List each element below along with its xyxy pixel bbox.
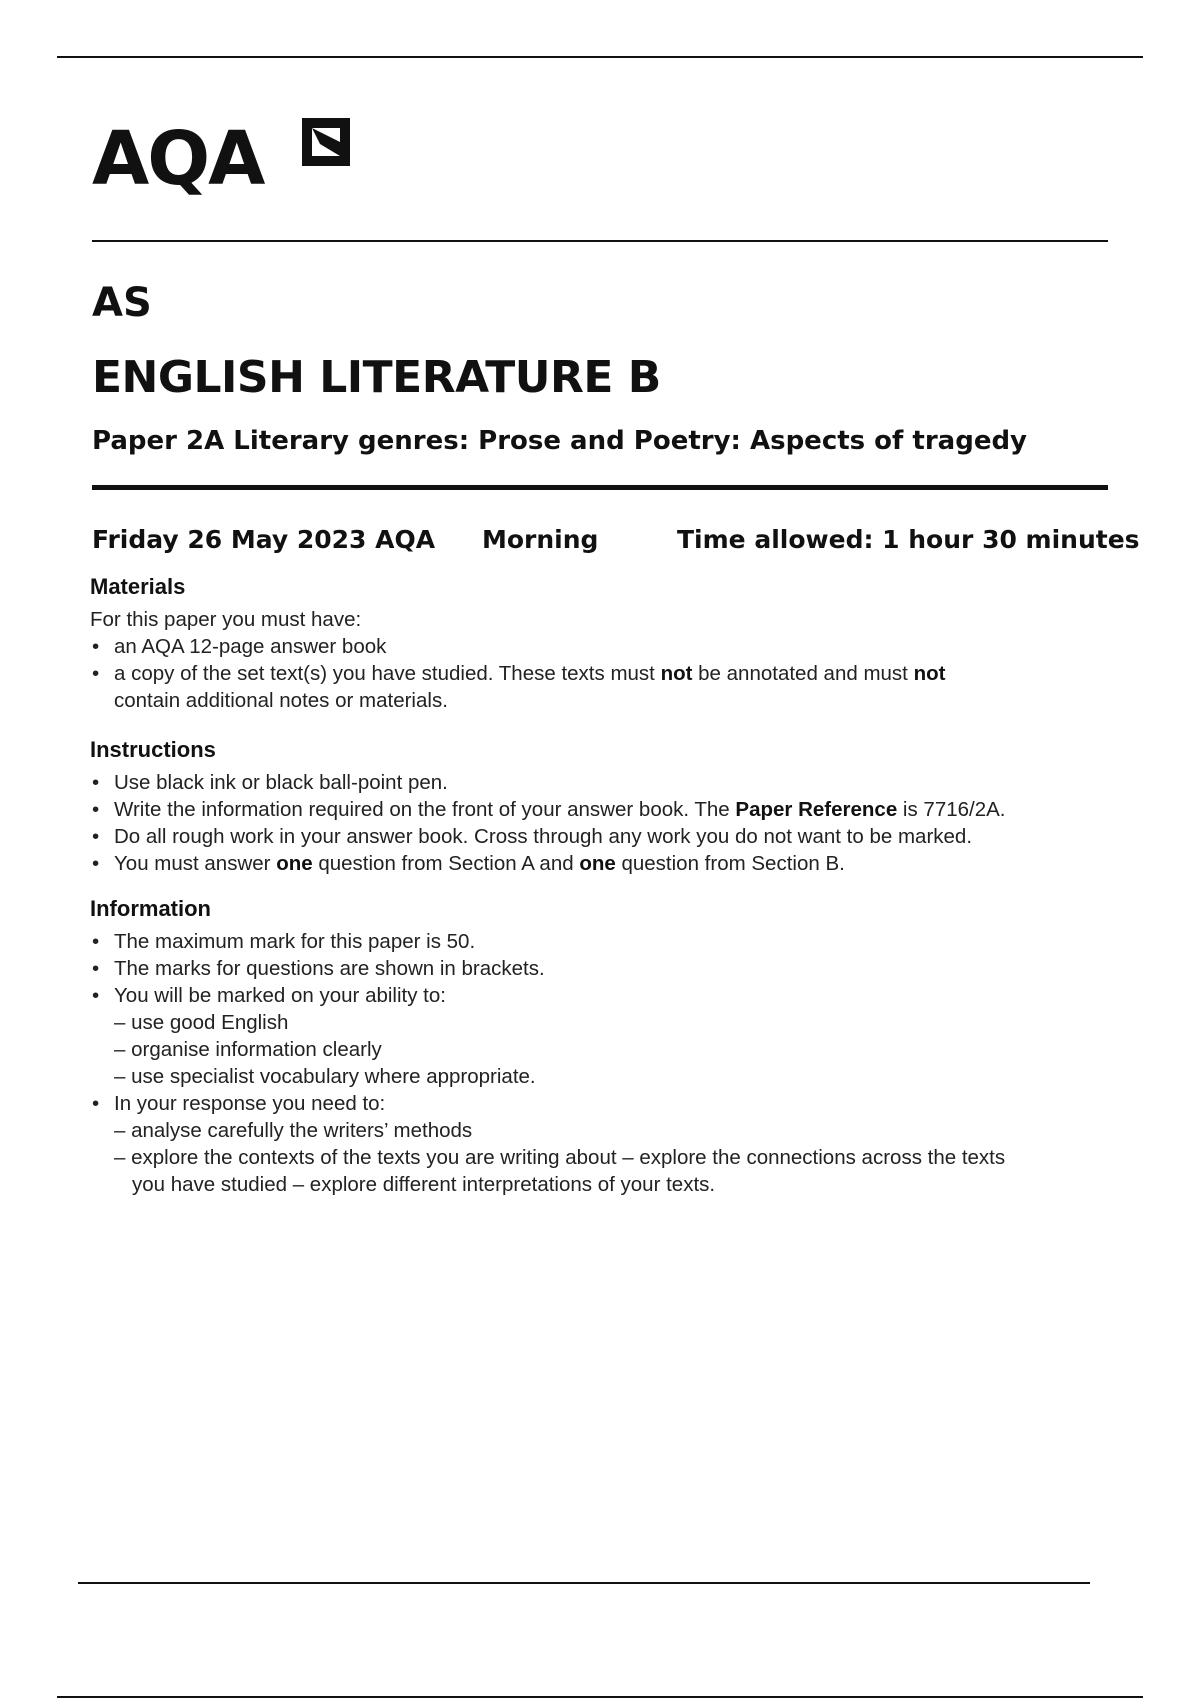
instructions-item: • Do all rough work in your answer book. Cross through any work you do not want to be marked. <box>90 823 1120 850</box>
materials-list <box>90 633 1120 714</box>
paper-title: Paper 2A Literary genres: Prose and Poetry: Aspects of tragedy <box>92 426 1028 456</box>
title-rule-thick <box>92 485 1108 490</box>
materials-item: • an AQA 12-page answer book <box>90 633 1120 660</box>
qualification-level: AS <box>92 280 152 326</box>
footer-rule <box>78 1582 1090 1584</box>
aqa-logo-mark-icon <box>298 114 354 170</box>
instructions-section <box>90 737 1120 877</box>
information-section <box>90 896 1120 1198</box>
instructions-item: • You must answer one question from Section A and one question from Section B. <box>90 850 1120 877</box>
information-subitem-continued: you have studied – explore different interpretations of your texts. <box>132 1173 716 1196</box>
information-subitem: – analyse carefully the writers’ methods <box>114 1119 473 1142</box>
aqa-logo <box>92 112 362 212</box>
information-list-continued <box>90 1090 1120 1117</box>
instructions-item: • Write the information required on the front of your answer book. The Paper Reference is 7716/2A. <box>90 796 1120 823</box>
time-allowed: Time allowed: 1 hour 30 minutes <box>677 525 1140 554</box>
instructions-item: • Use black ink or black ball-point pen. <box>90 769 1120 796</box>
information-subitem: – use specialist vocabulary where appropriate. <box>114 1065 536 1088</box>
materials-heading: Materials <box>90 574 186 599</box>
materials-section <box>90 574 1120 714</box>
information-subitem: – explore the contexts of the texts you are writing about – explore the connections across the texts <box>114 1146 1006 1169</box>
instructions-heading: Instructions <box>90 737 216 762</box>
materials-intro: For this paper you must have: <box>90 608 362 631</box>
information-list <box>90 928 1120 1009</box>
information-item: • You will be marked on your ability to: <box>90 982 1120 1009</box>
exam-date: Friday 26 May 2023 AQA <box>92 525 436 554</box>
materials-item: • a copy of the set text(s) you have studied. These texts must not be annotated and must not contain additional notes or materials. <box>90 660 1120 714</box>
information-item: • In your response you need to: <box>90 1090 1120 1117</box>
subject-title: ENGLISH LITERATURE B <box>92 352 661 403</box>
information-item: • The marks for questions are shown in brackets. <box>90 955 1120 982</box>
information-item: • The maximum mark for this paper is 50. <box>90 928 1120 955</box>
information-heading: Information <box>90 896 211 921</box>
header-rule <box>92 240 1108 242</box>
top-rule <box>57 56 1143 58</box>
exam-session: Morning <box>482 525 599 554</box>
bottom-rule <box>57 1696 1143 1698</box>
aqa-logo-text: AQA <box>92 116 264 202</box>
information-subitem: – organise information clearly <box>114 1038 382 1061</box>
instructions-list <box>90 769 1120 877</box>
information-subitem: – use good English <box>114 1011 289 1034</box>
